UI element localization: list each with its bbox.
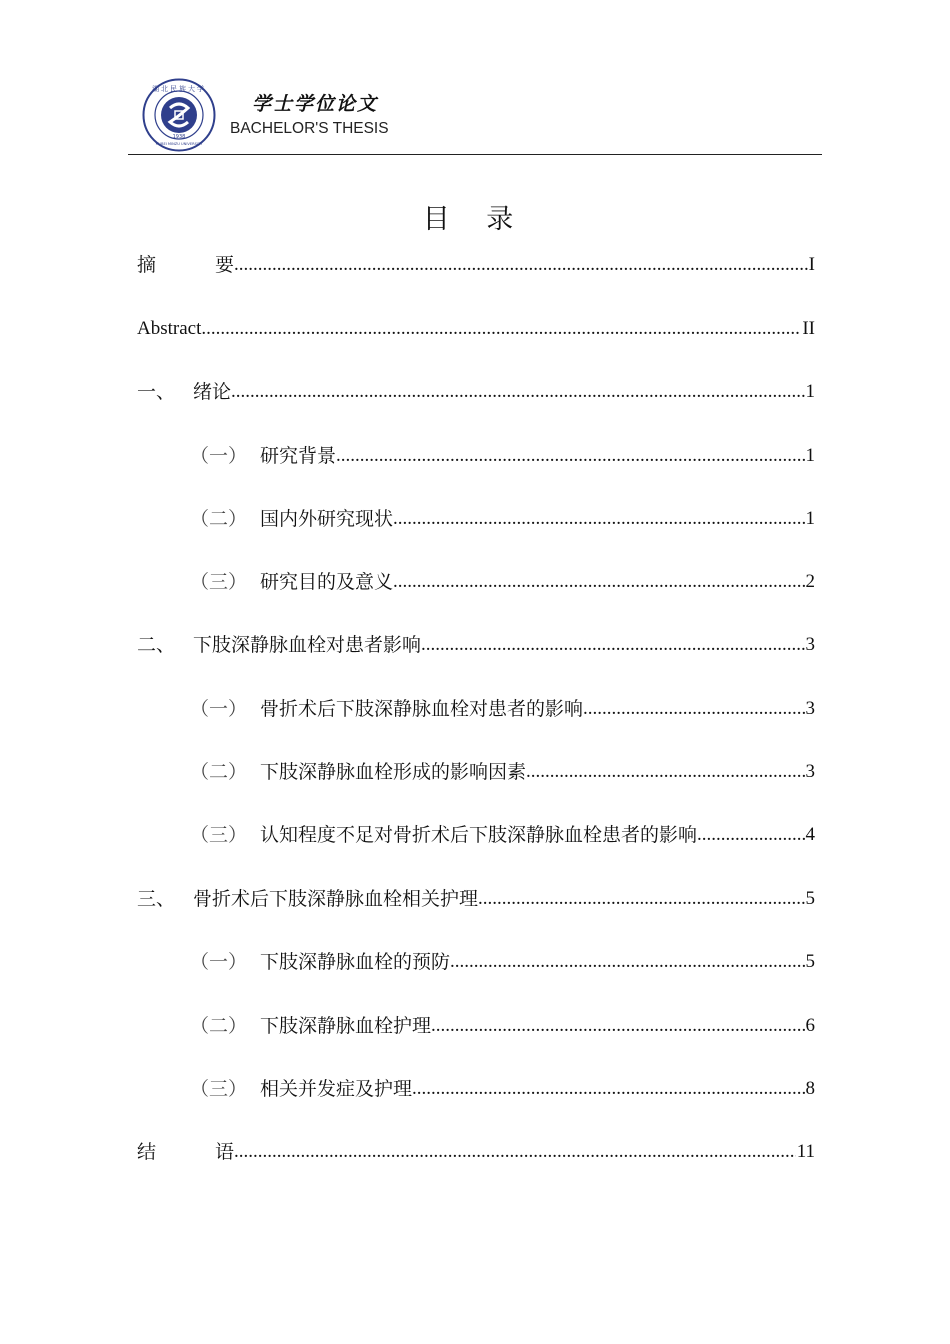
toc-page-number: 3 — [805, 761, 815, 782]
toc-leader-dots — [697, 822, 804, 848]
toc-section-number: （一） — [190, 698, 248, 720]
toc-entry-section-2-2[interactable] — [190, 759, 815, 785]
svg-text:湖北民族大学: 湖北民族大学 — [152, 85, 206, 93]
thesis-type-en: BACHELOR'S THESIS — [230, 120, 389, 137]
toc-entry-conclusion[interactable] — [137, 1139, 815, 1165]
toc-entry-chapter-1[interactable] — [137, 379, 815, 405]
toc-section-number: （二） — [190, 508, 248, 530]
toc-leader-dots — [478, 886, 804, 912]
toc-leader-dots — [234, 1139, 796, 1165]
toc-entry-label: 下肢深静脉血栓对患者影响 — [193, 634, 422, 656]
toc-entry-label: 骨折术后下肢深静脉血栓对患者的影响 — [260, 698, 584, 720]
toc-entry-label: 认知程度不足对骨折术后下肢深静脉血栓患者的影响 — [260, 824, 698, 846]
toc-section-number: （一） — [190, 951, 248, 973]
toc-entry-label: 骨折术后下肢深静脉血栓相关护理 — [193, 888, 479, 910]
toc-entry-section-3-2[interactable] — [190, 1013, 815, 1039]
toc-entry-section-1-2[interactable] — [190, 506, 815, 532]
toc-page-number: 5 — [805, 951, 815, 972]
toc-page-number: 11 — [796, 1141, 815, 1162]
toc-entry-label: 研究背景 — [260, 445, 337, 467]
toc-leader-dots — [526, 759, 804, 785]
toc-leader-dots — [336, 443, 804, 469]
toc-entry-section-3-1[interactable] — [190, 949, 815, 975]
toc-page-number: 2 — [805, 571, 815, 592]
toc-leader-dots — [201, 316, 801, 342]
toc-page-number: 1 — [805, 445, 815, 466]
toc-page-number: 3 — [805, 698, 815, 719]
toc-leader-dots — [583, 696, 804, 722]
toc-page-number: 8 — [805, 1078, 815, 1099]
toc-section-number: （三） — [190, 1078, 248, 1100]
toc-leader-dots — [234, 252, 808, 278]
toc-entry-chapter-2[interactable] — [137, 632, 815, 658]
toc-entry-label: 下肢深静脉血栓形成的影响因素 — [260, 761, 527, 783]
toc-entry-abstract-cn[interactable] — [137, 252, 815, 278]
toc-section-number: （三） — [190, 571, 248, 593]
toc-chapter-number: 三、 — [137, 888, 176, 910]
toc-page-number: 5 — [805, 888, 815, 909]
toc-chapter-number: 一、 — [137, 381, 176, 403]
toc-entry-section-1-3[interactable] — [190, 569, 815, 595]
svg-text:1938: 1938 — [172, 134, 186, 140]
toc-entry-section-1-1[interactable] — [190, 443, 815, 469]
toc-entry-label: 下肢深静脉血栓护理 — [260, 1015, 432, 1037]
university-seal-logo — [142, 78, 216, 152]
toc-entry-section-2-1[interactable] — [190, 696, 815, 722]
toc-entry-label: Abstract — [137, 318, 202, 339]
toc-page-number: 1 — [805, 508, 815, 529]
toc-page-number: 1 — [805, 381, 815, 402]
toc-leader-dots — [421, 632, 804, 658]
svg-text:HUBEI MINZU UNIVERSITY: HUBEI MINZU UNIVERSITY — [155, 142, 203, 146]
toc-page-number: 3 — [805, 634, 815, 655]
toc-entry-label: 国内外研究现状 — [260, 508, 394, 530]
toc-leader-dots — [431, 1013, 804, 1039]
toc-page-number: I — [808, 254, 815, 275]
toc-section-number: （一） — [190, 445, 248, 467]
toc-chapter-number: 二、 — [137, 634, 176, 656]
toc-leader-dots — [393, 506, 804, 532]
toc-title: 目 录 — [422, 204, 528, 235]
toc-page-number: II — [802, 318, 815, 339]
toc-page-number: 4 — [805, 824, 815, 845]
toc-entry-section-2-3[interactable] — [190, 822, 815, 848]
toc-entry-label: 绪论 — [193, 381, 232, 403]
toc-leader-dots — [450, 949, 804, 975]
toc-entry-label: 摘 要 — [137, 254, 255, 276]
thesis-header — [128, 70, 822, 155]
toc-entry-label: 下肢深静脉血栓的预防 — [260, 951, 451, 973]
toc-entry-section-3-3[interactable] — [190, 1076, 815, 1102]
toc-leader-dots — [231, 379, 804, 405]
toc-entry-label: 结 语 — [137, 1141, 255, 1163]
toc-entry-label: 研究目的及意义 — [260, 571, 394, 593]
toc-entry-chapter-3[interactable] — [137, 886, 815, 912]
toc-leader-dots — [393, 569, 804, 595]
toc-section-number: （二） — [190, 1015, 248, 1037]
toc-section-number: （三） — [190, 824, 248, 846]
toc-entry-abstract-en[interactable] — [137, 316, 815, 342]
toc-leader-dots — [412, 1076, 804, 1102]
toc-page-number: 6 — [805, 1015, 815, 1036]
toc-entry-label: 相关并发症及护理 — [260, 1078, 413, 1100]
thesis-type-cn: 学士学位论文 — [252, 93, 379, 115]
toc-section-number: （二） — [190, 761, 248, 783]
